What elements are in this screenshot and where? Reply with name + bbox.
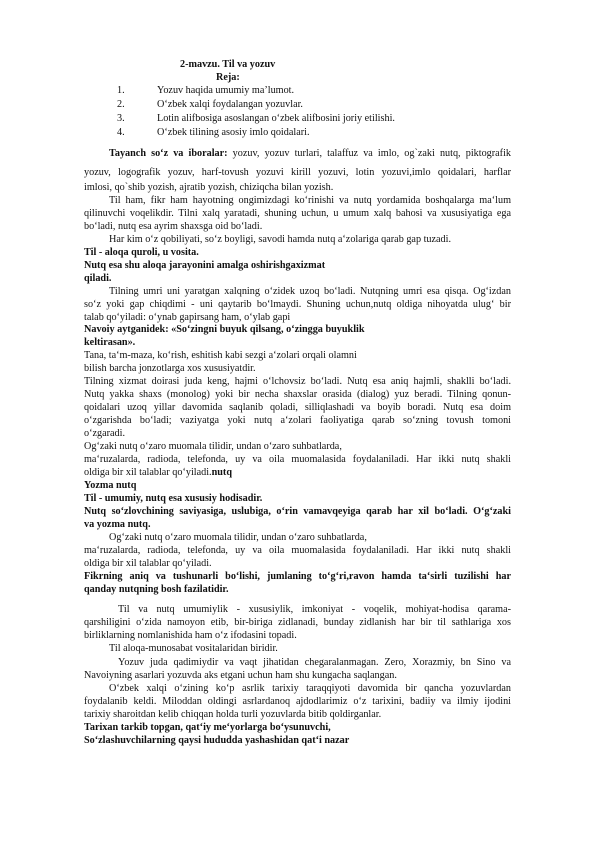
line-text: talab qo‘yiladi: o‘ynab gapirsang ham, o‘ylab gapi bbox=[84, 312, 291, 323]
text-line bbox=[84, 453, 511, 466]
text-line bbox=[84, 629, 297, 642]
text-line bbox=[109, 285, 511, 298]
text-line bbox=[118, 603, 511, 616]
line-text: Navoiyning asarlari yozuvda aks etgani uchun ham shu kungacha saqlangan. bbox=[84, 670, 397, 681]
line-text: o‘zgarishda bo‘ladi; vaziyatga yoki nutq a‘zolari faoliyatiga qarab so‘zning tovush tomoni bbox=[84, 415, 511, 426]
line-text: O‘zbek xalqi o‘zining ko‘p asrlik tarixiy taraqqiyoti davomida bir qancha yozuvlardan bbox=[109, 683, 511, 694]
bold-text: Til - aloqa quroli, u vosita. bbox=[84, 247, 199, 258]
bold-text: nutq bbox=[211, 467, 232, 478]
text-line bbox=[84, 570, 511, 583]
line-text: foydalanib keldi. Miloddan oldingi asrlardanoq ajdodlarimiz o‘z tarixini, badiiy va ilmiy ijodini bbox=[84, 696, 511, 707]
text-line bbox=[84, 583, 229, 596]
text-line bbox=[84, 272, 111, 285]
text-line bbox=[84, 557, 212, 570]
plan-item: Lotin alifbosiga asoslangan o‘zbek alifbosini joriy etilishi. bbox=[157, 113, 395, 124]
text-line bbox=[109, 194, 511, 207]
bold-text: Til - umumiy, nutq esa xususiy hodisadir. bbox=[84, 493, 263, 504]
text-line bbox=[84, 708, 381, 721]
plan-heading: Reja: bbox=[216, 72, 240, 83]
text-line bbox=[84, 427, 125, 440]
line-text: Og‘zaki nutq o‘zaro muomala tilidir, undan o‘zaro suhbatlarda, bbox=[84, 441, 342, 452]
text-line bbox=[84, 734, 349, 747]
line-text: tarixiy sharoitdan kelib chiqqan holda turli yozuvlarda bitib qoldirganlar. bbox=[84, 709, 382, 720]
text-line bbox=[109, 147, 511, 160]
line-text: yozuv, logografik yozuv, harf-tovush yozuvi kirill yozuvi, lotin yozuvi,imlo qoidalari, harflar bbox=[84, 167, 511, 178]
text-line bbox=[84, 401, 511, 414]
plan-number: 1. bbox=[117, 85, 125, 96]
plan-item: O‘zbek xalqi foydalangan yozuvlar. bbox=[157, 99, 303, 110]
text-line bbox=[84, 259, 325, 272]
bold-text: Nutq so‘zlovchining saviyasiga, uslubiga, o‘rin vamavqeyiga qarab har xil bo‘ladi. O‘g‘zaki bbox=[84, 506, 511, 517]
line-text: ma‘ruzalarda, radioda, telefonda, uy va oila muomalasida foydalaniladi. Har ikki nutq shakli bbox=[84, 545, 511, 556]
text-line bbox=[84, 695, 511, 708]
bold-text: Navoiy aytganidek: «So‘zingni buyuk qilsang, o‘zingga buyuklik bbox=[84, 324, 365, 335]
text-line bbox=[84, 505, 511, 518]
text-line bbox=[84, 298, 511, 311]
line-text: Til ham, fikr ham hayotning ongimizdagi ko‘rinishi va nutq yordamida boshqalarga ma‘lum bbox=[109, 195, 511, 206]
line-text: Til aloqa-munosabat vositalaridan biridir. bbox=[109, 643, 278, 654]
line-text: Yozuv juda qadimiydir va vaqt jihatidan chegaralanmagan. Zero, Xorazmiy, bn Sino va bbox=[118, 657, 511, 668]
text-line bbox=[84, 166, 511, 179]
text-line bbox=[84, 669, 397, 682]
text-line bbox=[84, 518, 151, 531]
text-line bbox=[84, 207, 511, 220]
page-title: 2-mavzu. Til va yozuv bbox=[180, 59, 276, 70]
text-line bbox=[84, 362, 256, 375]
line-text: Har kim o‘z qobiliyati, so‘z boyligi, savodi hamda nutq a‘zolariga qarab gap tuzadi. bbox=[109, 234, 452, 245]
line-text: oldiga bir xil talablar qo‘yiladi. bbox=[84, 558, 212, 569]
text-line bbox=[84, 181, 333, 194]
text-line bbox=[109, 682, 511, 695]
text-line bbox=[84, 323, 365, 336]
bold-text: qanday nutqning bosh fazilatidir. bbox=[84, 584, 229, 595]
text-line bbox=[84, 246, 199, 259]
text-line bbox=[84, 721, 331, 734]
plan-number: 3. bbox=[117, 113, 125, 124]
bold-text: keltirasan». bbox=[84, 337, 136, 348]
text-line bbox=[109, 233, 451, 246]
bold-text: So‘zlashuvchilarning qaysi hududda yashashidan qat‘i nazar bbox=[84, 735, 350, 746]
text-line bbox=[84, 440, 342, 453]
text-line bbox=[84, 220, 262, 233]
bold-text: Fikrning aniq va tushunarli bo‘lishi, jumlaning to‘g‘ri,ravon hamda ta‘sirli tuzilishi har bbox=[84, 571, 511, 582]
line-text: Og‘zaki nutq o‘zaro muomala tilidir, undan o‘zaro suhbatlarda, bbox=[109, 532, 367, 543]
line-text: Tilning umri uni yaratgan xalqning o‘zidek uzoq bo‘ladi. Nutqning umri esa qisqa. Og‘izdan bbox=[109, 286, 511, 297]
line-text: Tana, ta‘m-maza, ko‘rish, eshitish kabi sezgi a‘zolari orqali olamni bbox=[84, 350, 357, 361]
text-line bbox=[84, 492, 262, 505]
line-text: Nutq yakka shaxs (monolog) yoki bir necha shaxslar orasida (dialog) yuz beradi. Tilning qonun- bbox=[84, 389, 511, 400]
bold-text: qiladi. bbox=[84, 273, 112, 284]
line-text: imlosi, qo`shib yozish, ajratib yozish, chiziqcha bilan yozish. bbox=[84, 182, 334, 193]
line-text: Tilning xizmat doirasi juda keng, hajmi o‘lchovsiz bo‘ladi. Nutq esa aniq hajmli, shaklli bo‘ladi. bbox=[84, 376, 511, 387]
line-text: yozuv, yozuv turlari, talaffuz va imlo, og`zaki nutq, piktografik bbox=[227, 148, 511, 159]
text-line bbox=[84, 544, 511, 557]
text-line bbox=[84, 388, 511, 401]
plan-item: Yozuv haqida umumiy ma’lumot. bbox=[157, 85, 295, 96]
bold-text: Tarixan tarkib topgan, qat‘iy me‘yorlarga bo‘ysunuvchi, bbox=[84, 722, 331, 733]
text-line bbox=[84, 616, 511, 629]
line-text: qarshiligini o‘zida namoyon etib, bir-biriga zidlanadi, bunday zidlanish har bir til sathlariga xos bbox=[84, 617, 511, 628]
bold-text: Tayanch so‘z va iboralar: bbox=[109, 148, 228, 159]
text-line bbox=[118, 656, 511, 669]
text-line bbox=[84, 375, 511, 388]
line-text: o‘zgaradi. bbox=[84, 428, 126, 439]
line-text: ma‘ruzalarda, radioda, telefonda, uy va oila muomalasida foydalaniladi. Har ikki nutq shakli bbox=[84, 454, 511, 465]
text-line bbox=[84, 349, 357, 362]
bold-text: Nutq esa shu aloqa jarayonini amalga oshirishgaxizmat bbox=[84, 260, 326, 271]
plan-item: O‘zbek tilining asosiy imlo qoidalari. bbox=[157, 127, 310, 138]
text-line bbox=[84, 336, 135, 349]
bold-text: va yozma nutq. bbox=[84, 519, 151, 530]
line-text: birliklarning nomlanishida ham o‘z ifodasini topadi. bbox=[84, 630, 297, 641]
text-line bbox=[84, 414, 511, 427]
plan-number: 2. bbox=[117, 99, 125, 110]
line-text: bo‘ladi, nutq esa ayrim shaxsga oid bo‘ladi. bbox=[84, 221, 263, 232]
line-text: Til va nutq umumiylik - xususiylik, imkoniyat - voqelik, mohiyat-hodisa qarama- bbox=[118, 604, 511, 615]
text-line bbox=[109, 642, 278, 655]
text-line bbox=[109, 531, 367, 544]
line-text: qilinuvchi voqelikdir. Tilni xalq yaratadi, shuning uchun, u umum xalq bahosi va xususiyatiga ega bbox=[84, 208, 511, 219]
line-text: bilish barcha jonzotlarga xos xususiyatdir. bbox=[84, 363, 256, 374]
text-line bbox=[84, 479, 136, 492]
text-line bbox=[84, 466, 232, 479]
bold-text: Yozma nutq bbox=[84, 480, 137, 491]
plan-number: 4. bbox=[117, 127, 125, 138]
line-text: oldiga bir xil talablar qo‘yiladi. bbox=[84, 467, 212, 478]
line-text: so‘z yoki gap chiqdimi - uni qaytarib bo‘lmaydi. Shuning uchun,nutq oldiga nihoyatda ulug‘ bir bbox=[84, 299, 511, 310]
line-text: qoidalari uzoq yillar davomida saqlanib qoladi, silliqlashadi va boyib boradi. Nutq esa doim bbox=[84, 402, 511, 413]
